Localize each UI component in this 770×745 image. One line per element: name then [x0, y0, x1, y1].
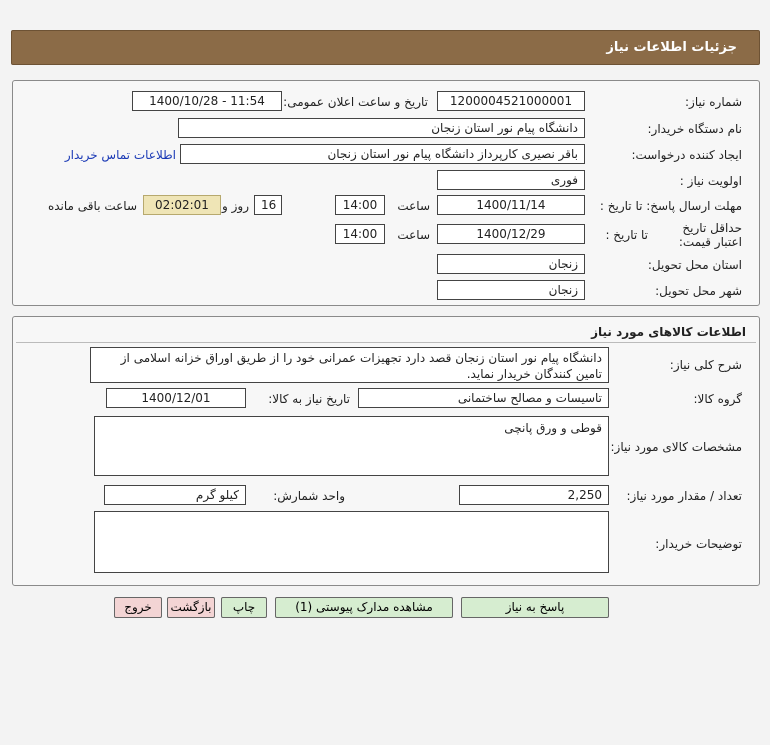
- buyer-notes-label: توضیحات خریدار:: [655, 537, 742, 551]
- requester-label: ایجاد کننده درخواست:: [631, 148, 742, 162]
- price-validity-label: حداقل تاریخ اعتبار قیمت:: [678, 221, 742, 249]
- delivery-city-label: شهر محل تحویل:: [655, 284, 742, 298]
- unit-label: واحد شمارش:: [273, 489, 345, 503]
- buyer-org-label: نام دستگاه خریدار:: [647, 122, 742, 136]
- delivery-province-label: استان محل تحویل:: [647, 258, 742, 272]
- countdown-timer: 02:02:01: [143, 195, 221, 215]
- print-button[interactable]: چاپ: [221, 597, 267, 618]
- price-validity-to-label: تا تاریخ :: [605, 228, 648, 242]
- view-attachments-button[interactable]: مشاهده مدارک پیوستی (1): [275, 597, 453, 618]
- requester-field: باقر نصیری کارپرداز دانشگاه پیام نور استان زنجان: [180, 144, 585, 164]
- general-description-label: شرح کلی نیاز:: [669, 358, 742, 372]
- goods-specs-label: مشخصات کالای مورد نیاز:: [610, 440, 742, 454]
- days-remaining-field: 16: [254, 195, 282, 215]
- need-date-label: تاریخ نیاز به کالا:: [268, 392, 350, 406]
- announce-datetime-label: تاریخ و ساعت اعلان عمومی:: [283, 95, 428, 109]
- buyer-org-field: دانشگاه پیام نور استان زنجان: [178, 118, 585, 138]
- details-panel: [12, 80, 760, 306]
- price-validity-date-field: 1400/12/29: [437, 224, 585, 244]
- reply-deadline-date-field: 1400/11/14: [437, 195, 585, 215]
- remaining-time-label: ساعت باقی مانده: [47, 199, 137, 213]
- reply-button[interactable]: پاسخ به نیاز: [461, 597, 609, 618]
- general-description-field: دانشگاه پیام نور استان زنجان قصد دارد تجهیزات عمرانی خود را از طریق اوراق خزانه اسلامی از تامین کنندگان خریدار نماید.: [90, 347, 609, 383]
- need-date-field: 1400/12/01: [106, 388, 246, 408]
- buyer-notes-field: [94, 511, 609, 573]
- delivery-province-field: زنجان: [437, 254, 585, 274]
- buyer-contact-link[interactable]: اطلاعات تماس خریدار: [64, 148, 176, 162]
- price-validity-time-field: 14:00: [335, 224, 385, 244]
- delivery-city-field: زنجان: [437, 280, 585, 300]
- goods-specs-field: قوطی و ورق پانچی: [94, 416, 609, 476]
- reply-deadline-time-label: ساعت: [397, 199, 430, 213]
- goods-section-title: اطلاعات کالاهای مورد نیاز: [591, 325, 746, 339]
- goods-section-divider: [16, 342, 756, 343]
- exit-button[interactable]: خروج: [114, 597, 162, 618]
- need-number-label: شماره نیاز:: [685, 95, 742, 109]
- reply-deadline-time-field: 14:00: [335, 195, 385, 215]
- need-number-field: 1200004521000001: [437, 91, 585, 111]
- page-header: جزئیات اطلاعات نیاز: [11, 30, 760, 65]
- priority-field: فوری: [437, 170, 585, 190]
- goods-group-field: تاسیسات و مصالح ساختمانی: [358, 388, 609, 408]
- quantity-label: تعداد / مقدار مورد نیاز:: [626, 489, 742, 503]
- price-validity-time-label: ساعت: [397, 228, 430, 242]
- goods-group-label: گروه کالا:: [693, 392, 742, 406]
- back-button[interactable]: بازگشت: [167, 597, 215, 618]
- days-label: روز و: [222, 199, 249, 213]
- announce-datetime-field: 1400/10/28 - 11:54: [132, 91, 282, 111]
- quantity-field: 2,250: [459, 485, 609, 505]
- unit-field: کیلو گرم: [104, 485, 246, 505]
- reply-deadline-label: مهلت ارسال پاسخ: تا تاریخ :: [599, 199, 742, 213]
- priority-label: اولویت نیاز :: [679, 174, 742, 188]
